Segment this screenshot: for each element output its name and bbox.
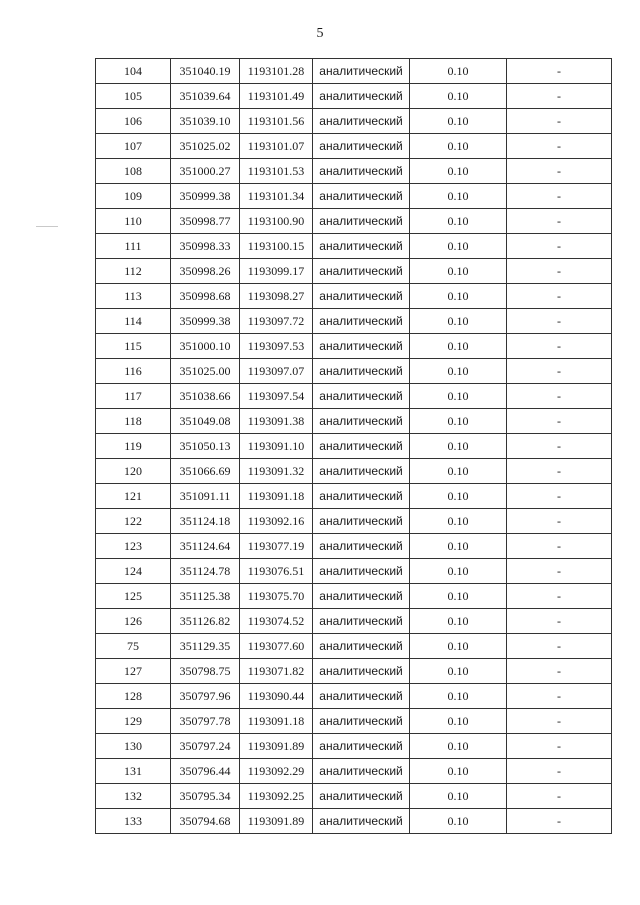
point-number-cell: 106 [96, 109, 171, 134]
y-coordinate-cell: 1193091.10 [240, 434, 313, 459]
accuracy-cell: 0.10 [410, 434, 507, 459]
accuracy-cell: 0.10 [410, 184, 507, 209]
method-cell: аналитический [313, 809, 410, 834]
x-coordinate-cell: 351126.82 [171, 609, 240, 634]
description-cell: - [507, 459, 612, 484]
method-cell: аналитический [313, 309, 410, 334]
description-cell: - [507, 234, 612, 259]
description-cell: - [507, 509, 612, 534]
point-number-cell: 132 [96, 784, 171, 809]
x-coordinate-cell: 351124.64 [171, 534, 240, 559]
method-cell: аналитический [313, 59, 410, 84]
description-cell: - [507, 609, 612, 634]
method-cell: аналитический [313, 559, 410, 584]
method-cell: аналитический [313, 684, 410, 709]
description-cell: - [507, 259, 612, 284]
point-number-cell: 118 [96, 409, 171, 434]
x-coordinate-cell: 350798.75 [171, 659, 240, 684]
description-cell: - [507, 309, 612, 334]
x-coordinate-cell: 350797.78 [171, 709, 240, 734]
table-row [96, 584, 612, 609]
point-number-cell: 126 [96, 609, 171, 634]
method-cell: аналитический [313, 709, 410, 734]
accuracy-cell: 0.10 [410, 534, 507, 559]
accuracy-cell: 0.10 [410, 359, 507, 384]
x-coordinate-cell: 350998.77 [171, 209, 240, 234]
y-coordinate-cell: 1193071.82 [240, 659, 313, 684]
accuracy-cell: 0.10 [410, 584, 507, 609]
table-row [96, 209, 612, 234]
accuracy-cell: 0.10 [410, 409, 507, 434]
method-cell: аналитический [313, 509, 410, 534]
method-cell: аналитический [313, 409, 410, 434]
description-cell: - [507, 384, 612, 409]
description-cell: - [507, 684, 612, 709]
point-number-cell: 109 [96, 184, 171, 209]
y-coordinate-cell: 1193091.18 [240, 709, 313, 734]
description-cell: - [507, 634, 612, 659]
point-number-cell: 116 [96, 359, 171, 384]
description-cell: - [507, 409, 612, 434]
description-cell: - [507, 209, 612, 234]
accuracy-cell: 0.10 [410, 309, 507, 334]
y-coordinate-cell: 1193091.89 [240, 734, 313, 759]
table-row [96, 259, 612, 284]
table-row [96, 709, 612, 734]
point-number-cell: 111 [96, 234, 171, 259]
y-coordinate-cell: 1193101.53 [240, 159, 313, 184]
description-cell: - [507, 784, 612, 809]
x-coordinate-cell: 351000.27 [171, 159, 240, 184]
x-coordinate-cell: 351039.64 [171, 84, 240, 109]
accuracy-cell: 0.10 [410, 59, 507, 84]
x-coordinate-cell: 351040.19 [171, 59, 240, 84]
table-row [96, 759, 612, 784]
method-cell: аналитический [313, 759, 410, 784]
y-coordinate-cell: 1193076.51 [240, 559, 313, 584]
table-row [96, 184, 612, 209]
accuracy-cell: 0.10 [410, 284, 507, 309]
x-coordinate-cell: 350794.68 [171, 809, 240, 834]
table-row [96, 484, 612, 509]
x-coordinate-cell: 350998.68 [171, 284, 240, 309]
description-cell: - [507, 184, 612, 209]
y-coordinate-cell: 1193101.07 [240, 134, 313, 159]
x-coordinate-cell: 351025.02 [171, 134, 240, 159]
method-cell: аналитический [313, 459, 410, 484]
table-row [96, 84, 612, 109]
y-coordinate-cell: 1193091.18 [240, 484, 313, 509]
table-row [96, 459, 612, 484]
table-row [96, 59, 612, 84]
accuracy-cell: 0.10 [410, 384, 507, 409]
description-cell: - [507, 759, 612, 784]
accuracy-cell: 0.10 [410, 209, 507, 234]
point-number-cell: 128 [96, 684, 171, 709]
coordinates-table [95, 58, 612, 834]
point-number-cell: 115 [96, 334, 171, 359]
description-cell: - [507, 659, 612, 684]
point-number-cell: 129 [96, 709, 171, 734]
table-row [96, 609, 612, 634]
table-row [96, 509, 612, 534]
description-cell: - [507, 109, 612, 134]
y-coordinate-cell: 1193092.25 [240, 784, 313, 809]
accuracy-cell: 0.10 [410, 609, 507, 634]
accuracy-cell: 0.10 [410, 84, 507, 109]
table-row [96, 659, 612, 684]
accuracy-cell: 0.10 [410, 559, 507, 584]
table-row [96, 434, 612, 459]
point-number-cell: 124 [96, 559, 171, 584]
table-row [96, 334, 612, 359]
point-number-cell: 113 [96, 284, 171, 309]
x-coordinate-cell: 351125.38 [171, 584, 240, 609]
description-cell: - [507, 359, 612, 384]
y-coordinate-cell: 1193092.29 [240, 759, 313, 784]
margin-mark [36, 226, 58, 227]
method-cell: аналитический [313, 334, 410, 359]
method-cell: аналитический [313, 734, 410, 759]
x-coordinate-cell: 351000.10 [171, 334, 240, 359]
accuracy-cell: 0.10 [410, 784, 507, 809]
description-cell: - [507, 559, 612, 584]
y-coordinate-cell: 1193101.49 [240, 84, 313, 109]
method-cell: аналитический [313, 84, 410, 109]
method-cell: аналитический [313, 159, 410, 184]
description-cell: - [507, 534, 612, 559]
y-coordinate-cell: 1193100.90 [240, 209, 313, 234]
accuracy-cell: 0.10 [410, 684, 507, 709]
x-coordinate-cell: 351124.18 [171, 509, 240, 534]
y-coordinate-cell: 1193101.56 [240, 109, 313, 134]
description-cell: - [507, 334, 612, 359]
x-coordinate-cell: 351038.66 [171, 384, 240, 409]
page-number: 5 [316, 26, 324, 41]
y-coordinate-cell: 1193100.15 [240, 234, 313, 259]
x-coordinate-cell: 350795.34 [171, 784, 240, 809]
y-coordinate-cell: 1193099.17 [240, 259, 313, 284]
table-row [96, 109, 612, 134]
y-coordinate-cell: 1193091.32 [240, 459, 313, 484]
table-row [96, 784, 612, 809]
x-coordinate-cell: 351039.10 [171, 109, 240, 134]
point-number-cell: 131 [96, 759, 171, 784]
accuracy-cell: 0.10 [410, 109, 507, 134]
description-cell: - [507, 734, 612, 759]
point-number-cell: 119 [96, 434, 171, 459]
point-number-cell: 114 [96, 309, 171, 334]
method-cell: аналитический [313, 234, 410, 259]
point-number-cell: 133 [96, 809, 171, 834]
point-number-cell: 125 [96, 584, 171, 609]
method-cell: аналитический [313, 109, 410, 134]
method-cell: аналитический [313, 384, 410, 409]
y-coordinate-cell: 1193091.89 [240, 809, 313, 834]
method-cell: аналитический [313, 359, 410, 384]
accuracy-cell: 0.10 [410, 659, 507, 684]
x-coordinate-cell: 351124.78 [171, 559, 240, 584]
y-coordinate-cell: 1193097.07 [240, 359, 313, 384]
point-number-cell: 104 [96, 59, 171, 84]
table-row [96, 634, 612, 659]
x-coordinate-cell: 350999.38 [171, 184, 240, 209]
point-number-cell: 117 [96, 384, 171, 409]
x-coordinate-cell: 350999.38 [171, 309, 240, 334]
coordinates-table-body [96, 59, 612, 834]
accuracy-cell: 0.10 [410, 709, 507, 734]
table-row [96, 284, 612, 309]
table-row [96, 384, 612, 409]
y-coordinate-cell: 1193077.19 [240, 534, 313, 559]
method-cell: аналитический [313, 634, 410, 659]
point-number-cell: 75 [96, 634, 171, 659]
method-cell: аналитический [313, 584, 410, 609]
method-cell: аналитический [313, 184, 410, 209]
point-number-cell: 130 [96, 734, 171, 759]
description-cell: - [507, 709, 612, 734]
point-number-cell: 107 [96, 134, 171, 159]
table-row [96, 734, 612, 759]
accuracy-cell: 0.10 [410, 259, 507, 284]
method-cell: аналитический [313, 259, 410, 284]
x-coordinate-cell: 350796.44 [171, 759, 240, 784]
point-number-cell: 127 [96, 659, 171, 684]
point-number-cell: 121 [96, 484, 171, 509]
description-cell: - [507, 134, 612, 159]
y-coordinate-cell: 1193101.28 [240, 59, 313, 84]
x-coordinate-cell: 350797.96 [171, 684, 240, 709]
accuracy-cell: 0.10 [410, 809, 507, 834]
accuracy-cell: 0.10 [410, 759, 507, 784]
accuracy-cell: 0.10 [410, 459, 507, 484]
accuracy-cell: 0.10 [410, 634, 507, 659]
description-cell: - [507, 809, 612, 834]
accuracy-cell: 0.10 [410, 234, 507, 259]
x-coordinate-cell: 351049.08 [171, 409, 240, 434]
point-number-cell: 105 [96, 84, 171, 109]
description-cell: - [507, 584, 612, 609]
method-cell: аналитический [313, 659, 410, 684]
y-coordinate-cell: 1193097.54 [240, 384, 313, 409]
table-row [96, 134, 612, 159]
point-number-cell: 108 [96, 159, 171, 184]
y-coordinate-cell: 1193097.72 [240, 309, 313, 334]
y-coordinate-cell: 1193098.27 [240, 284, 313, 309]
description-cell: - [507, 159, 612, 184]
method-cell: аналитический [313, 434, 410, 459]
x-coordinate-cell: 351066.69 [171, 459, 240, 484]
description-cell: - [507, 484, 612, 509]
method-cell: аналитический [313, 284, 410, 309]
y-coordinate-cell: 1193077.60 [240, 634, 313, 659]
method-cell: аналитический [313, 134, 410, 159]
accuracy-cell: 0.10 [410, 509, 507, 534]
accuracy-cell: 0.10 [410, 334, 507, 359]
x-coordinate-cell: 351025.00 [171, 359, 240, 384]
y-coordinate-cell: 1193091.38 [240, 409, 313, 434]
x-coordinate-cell: 350998.26 [171, 259, 240, 284]
description-cell: - [507, 434, 612, 459]
method-cell: аналитический [313, 609, 410, 634]
y-coordinate-cell: 1193090.44 [240, 684, 313, 709]
y-coordinate-cell: 1193097.53 [240, 334, 313, 359]
x-coordinate-cell: 351050.13 [171, 434, 240, 459]
y-coordinate-cell: 1193101.34 [240, 184, 313, 209]
table-row [96, 409, 612, 434]
accuracy-cell: 0.10 [410, 484, 507, 509]
point-number-cell: 112 [96, 259, 171, 284]
x-coordinate-cell: 351091.11 [171, 484, 240, 509]
accuracy-cell: 0.10 [410, 134, 507, 159]
table-row [96, 684, 612, 709]
method-cell: аналитический [313, 484, 410, 509]
method-cell: аналитический [313, 534, 410, 559]
accuracy-cell: 0.10 [410, 734, 507, 759]
table-row [96, 234, 612, 259]
point-number-cell: 123 [96, 534, 171, 559]
table-row [96, 159, 612, 184]
method-cell: аналитический [313, 784, 410, 809]
x-coordinate-cell: 351129.35 [171, 634, 240, 659]
table-row [96, 534, 612, 559]
point-number-cell: 122 [96, 509, 171, 534]
y-coordinate-cell: 1193075.70 [240, 584, 313, 609]
description-cell: - [507, 84, 612, 109]
y-coordinate-cell: 1193074.52 [240, 609, 313, 634]
point-number-cell: 110 [96, 209, 171, 234]
description-cell: - [507, 59, 612, 84]
description-cell: - [507, 284, 612, 309]
point-number-cell: 120 [96, 459, 171, 484]
table-row [96, 559, 612, 584]
table-row [96, 359, 612, 384]
method-cell: аналитический [313, 209, 410, 234]
x-coordinate-cell: 350797.24 [171, 734, 240, 759]
y-coordinate-cell: 1193092.16 [240, 509, 313, 534]
table-row [96, 309, 612, 334]
x-coordinate-cell: 350998.33 [171, 234, 240, 259]
accuracy-cell: 0.10 [410, 159, 507, 184]
table-row [96, 809, 612, 834]
